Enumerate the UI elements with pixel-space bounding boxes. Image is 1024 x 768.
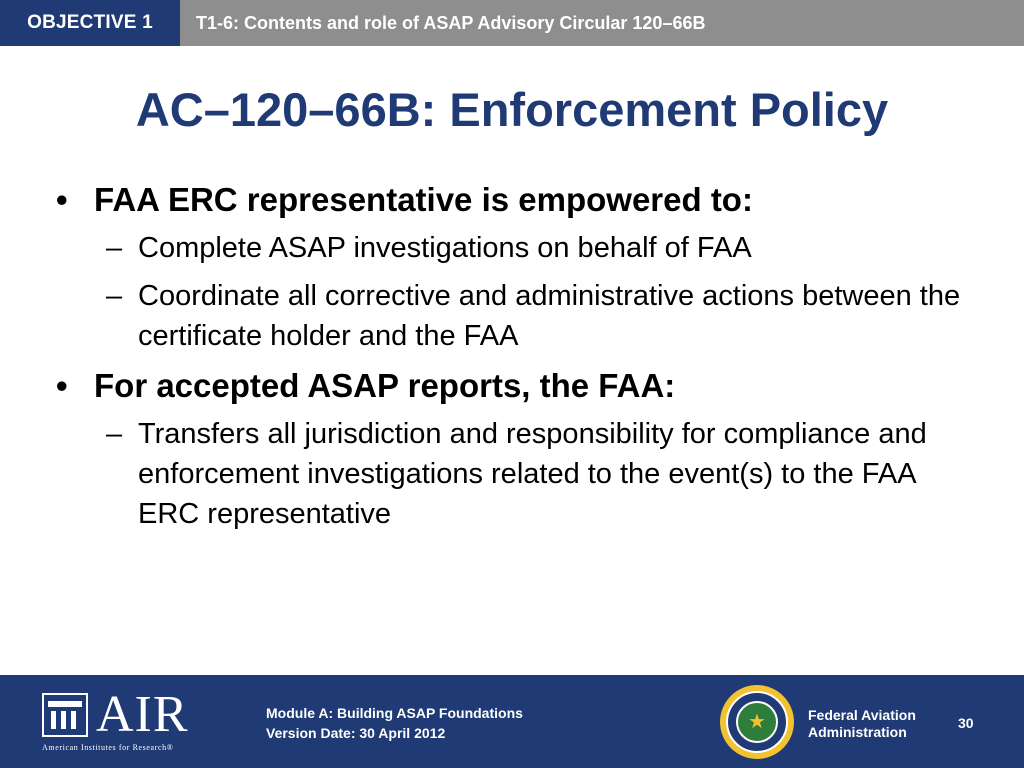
bullet-1 (50, 178, 980, 222)
footer-bar (0, 675, 1024, 768)
bullet-1-sub-1-text: Complete ASAP investigations on behalf of FAA (138, 232, 752, 264)
air-logo-wordmark: AIR (96, 686, 189, 743)
faa-name (808, 707, 916, 741)
faa-name-line-1: Federal Aviation (808, 707, 916, 723)
sub-bullet-marker: – (106, 232, 123, 264)
sub-bullet-marker: – (106, 280, 123, 312)
bullet-1-sub-2 (50, 276, 980, 356)
slide-title: AC–120–66B: Enforcement Policy (135, 83, 889, 136)
bullet-2-text: For accepted ASAP reports, the FAA: (94, 367, 676, 404)
air-logo-icon (42, 686, 202, 757)
bullet-1-sub-1 (50, 228, 980, 268)
module-info (266, 703, 523, 743)
bullet-2-sub-1-text: Transfers all jurisdiction and responsibility for compliance and enforcement investigations related to the event(s) to the FAA ERC representative (138, 418, 927, 530)
faa-name-line-2: Administration (808, 724, 907, 740)
objective-topic: T1-6: Contents and role of ASAP Advisory Circular 120–66B (180, 0, 1024, 46)
bullet-marker: • (56, 367, 68, 404)
air-logo-subtitle: American Institutes for Research® (42, 743, 174, 752)
bullet-marker: • (56, 181, 68, 218)
module-line: Module A: Building ASAP Foundations (266, 705, 523, 721)
header-bar (0, 0, 1024, 46)
faa-seal-icon: ★ (720, 685, 794, 759)
bullet-1-text: FAA ERC representative is empowered to: (94, 181, 753, 218)
version-line: Version Date: 30 April 2012 (266, 725, 446, 741)
slide-body (50, 178, 980, 542)
air-emblem-icon (42, 693, 88, 737)
bullet-2 (50, 364, 980, 408)
bullet-2-sub-1 (50, 414, 980, 534)
bullet-1-sub-2-text: Coordinate all corrective and administrative actions between the certificate holder and the FAA (138, 280, 961, 352)
sub-bullet-marker: – (106, 418, 123, 450)
objective-tag: OBJECTIVE 1 (0, 0, 180, 46)
page-number: 30 (958, 715, 974, 731)
